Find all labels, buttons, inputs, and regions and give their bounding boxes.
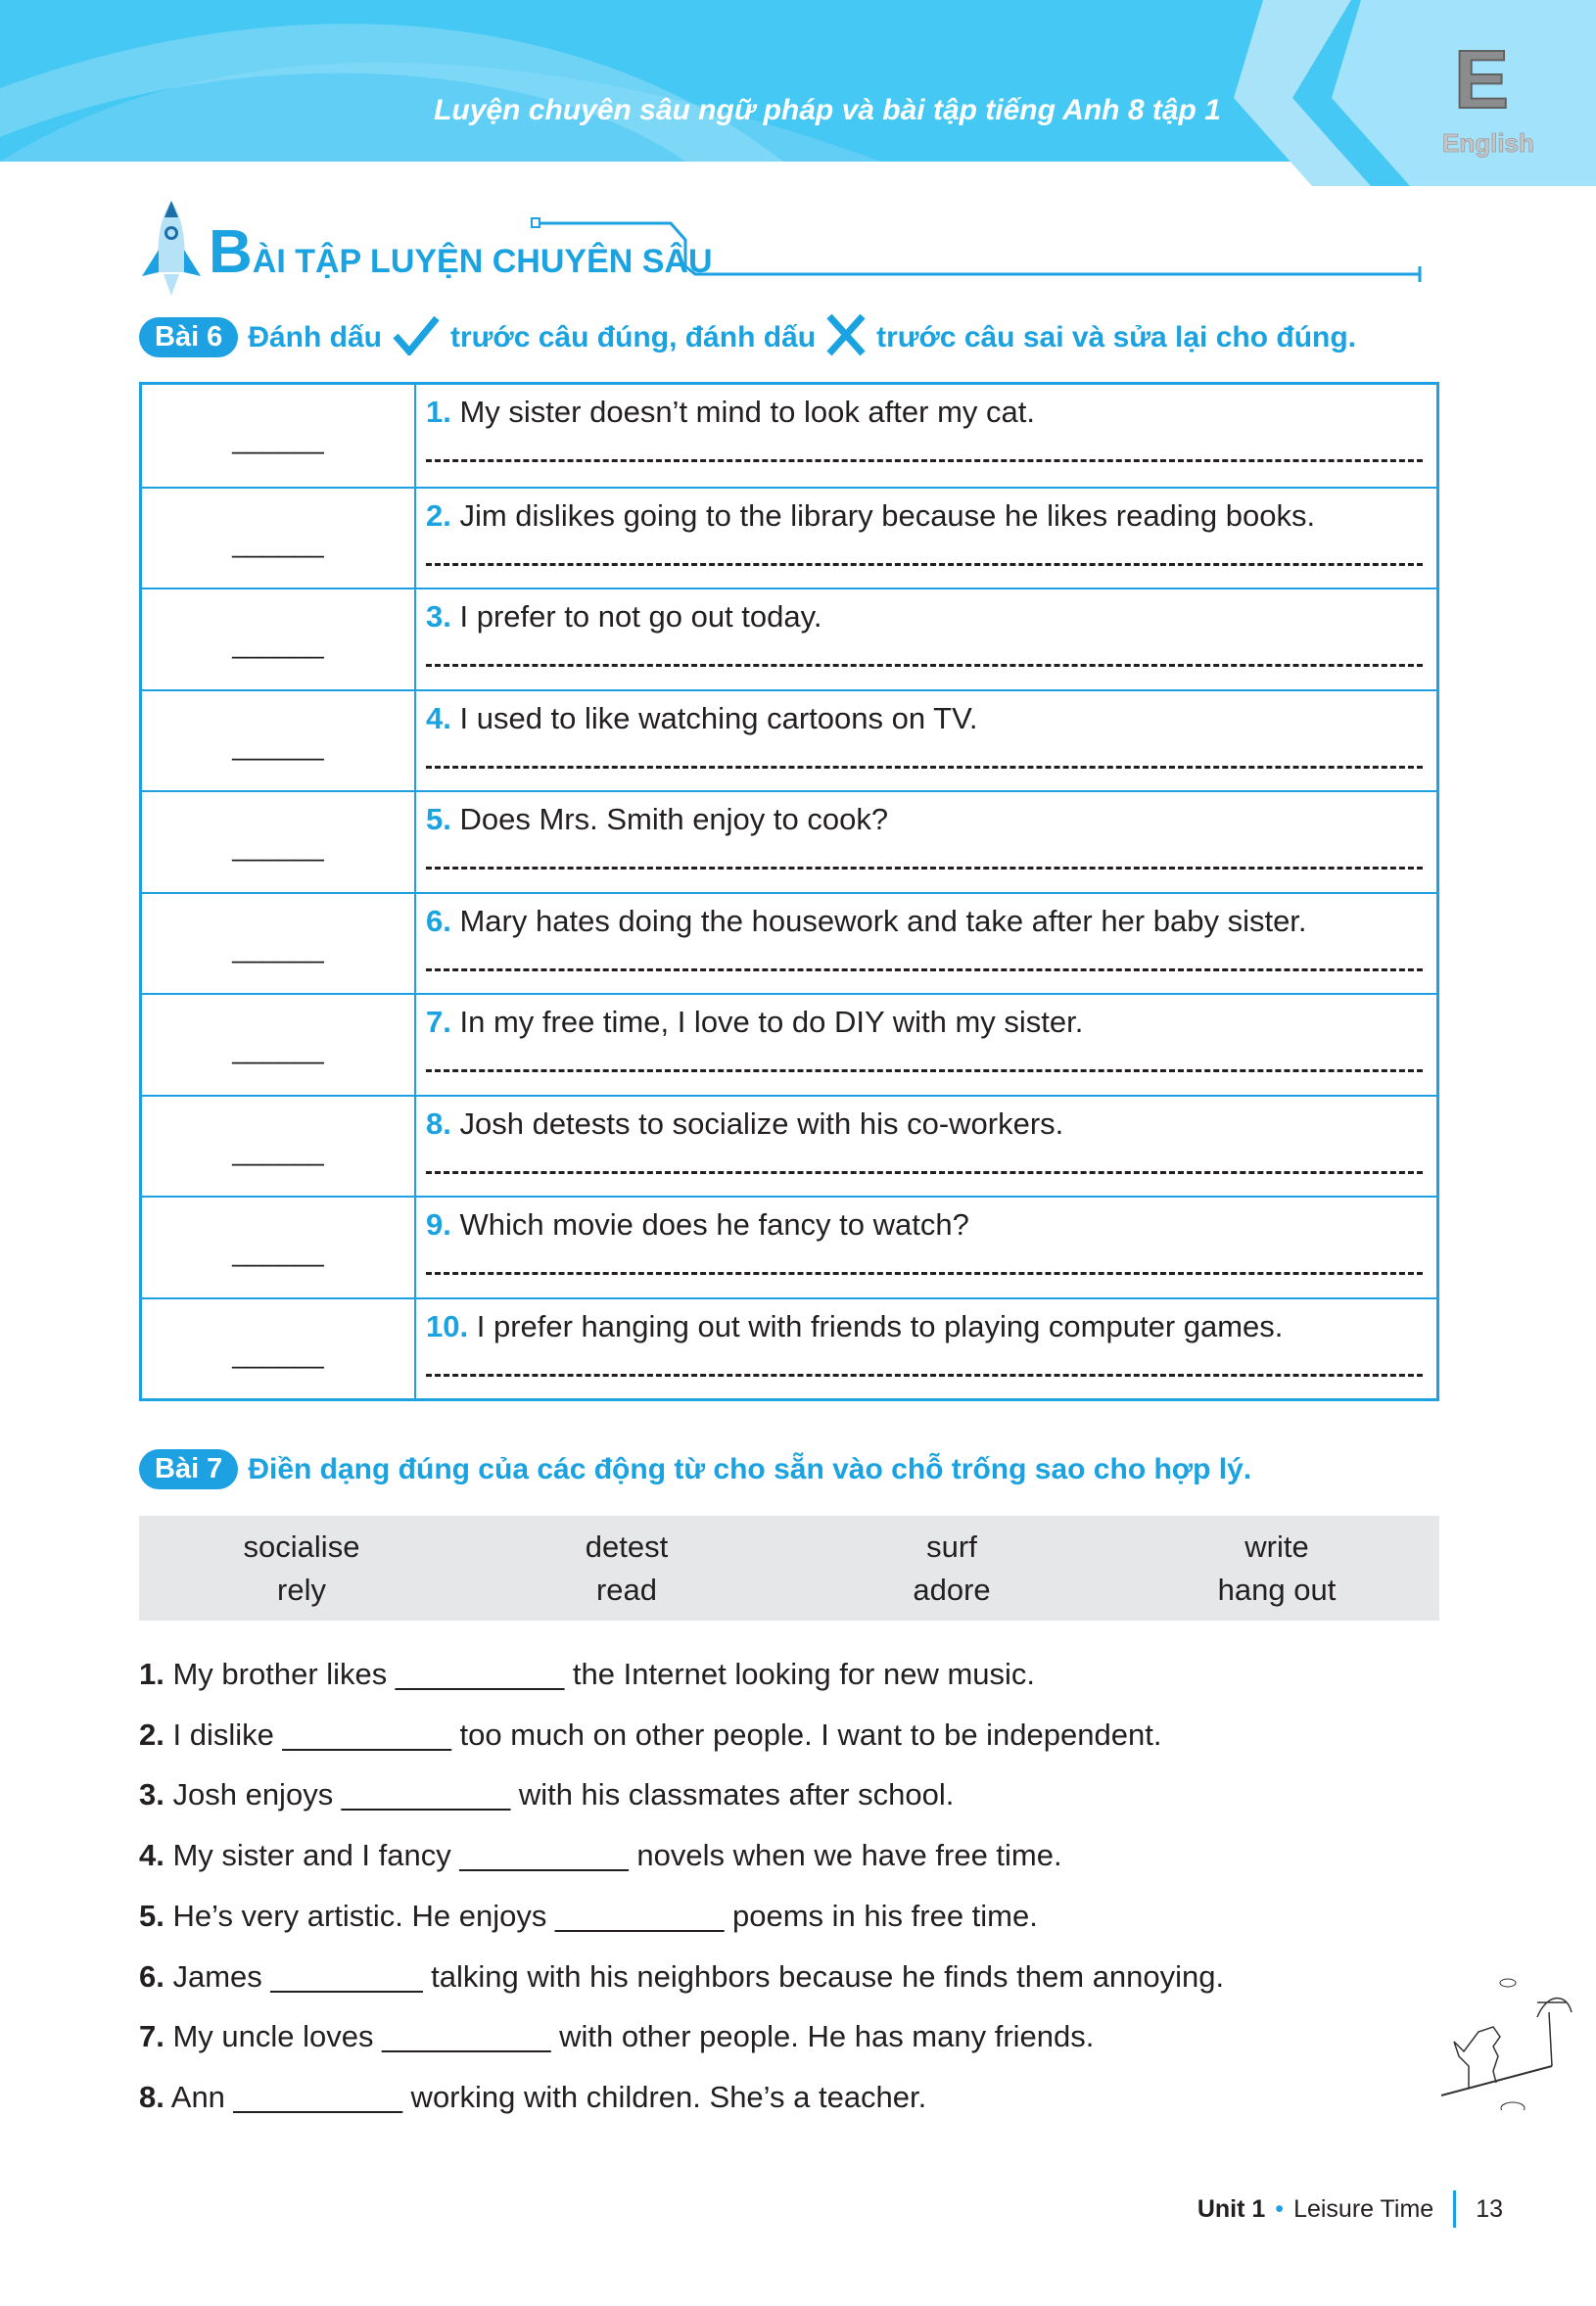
exercise-item <box>139 1959 1224 1995</box>
exercise-item <box>139 2019 1094 2054</box>
section-title: BÀI TẬP LUYỆN CHUYÊN SÂU <box>209 218 713 286</box>
sentence-text: Jim dislikes going to the library because he likes reading books. <box>459 497 1316 533</box>
table-row <box>142 993 1436 1095</box>
logo-word: English <box>1442 128 1534 158</box>
sentence-cell <box>416 385 1436 487</box>
correction-line[interactable] <box>426 459 1423 462</box>
table-row <box>142 689 1436 791</box>
item-number: 1. <box>426 395 451 429</box>
page-footer <box>1197 2190 1503 2228</box>
mark-blank[interactable]: ______ <box>232 729 324 761</box>
mark-cell[interactable] <box>142 385 416 487</box>
item-text: Josh enjoys __________ with his classmates after school. <box>172 1777 955 1812</box>
correction-line[interactable] <box>426 1171 1423 1174</box>
exercise-item <box>139 1777 954 1812</box>
sentence-text: I prefer to not go out today. <box>459 599 822 634</box>
item-number: 8. <box>426 1106 451 1141</box>
mark-blank[interactable]: ______ <box>232 1338 324 1369</box>
header-background <box>0 0 1596 186</box>
exercise-item <box>139 1838 1062 1873</box>
mark-blank[interactable]: ______ <box>232 1135 324 1166</box>
item-number: 3. <box>426 599 451 634</box>
sentence-text: Mary hates doing the housework and take after her baby sister. <box>459 903 1307 938</box>
mark-cell[interactable] <box>142 589 416 689</box>
table-row <box>142 790 1436 892</box>
title-decoration-line <box>529 215 1430 284</box>
item-number: 6. <box>139 1958 164 1994</box>
word-bank-item: detest <box>585 1529 669 1564</box>
sentence-cell <box>416 489 1436 588</box>
sentence-text: My sister doesn’t mind to look after my cat. <box>459 395 1035 429</box>
item-text: My sister and I fancy __________ novels when we have free time. <box>172 1838 1062 1873</box>
sentence-text: Does Mrs. Smith enjoy to cook? <box>459 802 889 836</box>
item-number: 5. <box>139 1898 164 1933</box>
correction-line[interactable] <box>426 1374 1423 1377</box>
exercise-item <box>139 2080 926 2115</box>
item-text: He’s very artistic. He enjoys __________ poems in his free time. <box>172 1898 1038 1933</box>
exercise-6-table <box>139 382 1439 1401</box>
mark-cell[interactable] <box>142 691 416 791</box>
page-header-banner <box>0 0 1596 186</box>
exercise-7-instruction: Bài 7 Điền dạng đúng của các động từ cho sẵn vào chỗ trống sao cho hợp lý. <box>139 1449 1251 1489</box>
exercise-6-badge: Bài 6 <box>139 317 238 357</box>
word-bank-item: socialise <box>243 1529 360 1564</box>
sentence-cell <box>416 792 1436 892</box>
sentence-text: I used to like watching cartoons on TV. <box>459 700 978 735</box>
sentence-text: I prefer hanging out with friends to playing computer games. <box>476 1308 1284 1343</box>
cross-icon <box>825 313 867 361</box>
item-text: James _________ talking with his neighbors because he finds them annoying. <box>172 1958 1225 1994</box>
mark-blank[interactable]: ______ <box>232 629 324 659</box>
sentence-cell <box>416 691 1436 791</box>
item-number: 9. <box>426 1207 451 1242</box>
exercise-7-badge: Bài 7 <box>139 1449 238 1489</box>
mark-cell[interactable] <box>142 1299 416 1399</box>
correction-line[interactable] <box>426 563 1423 566</box>
item-number: 6. <box>426 903 451 938</box>
word-bank-item: surf <box>926 1529 977 1564</box>
sentence-cell <box>416 589 1436 689</box>
item-number: 5. <box>426 802 451 836</box>
correction-line[interactable] <box>426 766 1423 769</box>
mark-blank[interactable]: ______ <box>232 831 324 862</box>
rocket-icon <box>137 196 206 304</box>
footer-topic: Leisure Time <box>1293 2194 1434 2223</box>
sentence-text: Josh detests to socialize with his co-workers. <box>459 1106 1064 1141</box>
word-bank-item: read <box>595 1572 658 1607</box>
item-number: 2. <box>426 497 451 533</box>
mark-blank[interactable]: ______ <box>232 932 324 964</box>
item-text: My uncle loves __________ with other people. He has many friends. <box>172 2019 1095 2054</box>
correction-line[interactable] <box>426 1272 1423 1275</box>
item-text: I dislike __________ too much on other people. I want to be independent. <box>172 1717 1162 1752</box>
item-number: 10. <box>426 1308 469 1343</box>
item-number: 2. <box>139 1717 164 1752</box>
item-text: Ann __________ working with children. She’s a teacher. <box>170 2079 927 2114</box>
mark-cell[interactable] <box>142 489 416 588</box>
checkmark-icon <box>392 314 441 360</box>
table-row <box>142 1095 1436 1197</box>
item-number: 4. <box>139 1838 164 1873</box>
item-number: 7. <box>426 1005 451 1039</box>
mark-blank[interactable]: ______ <box>232 1237 324 1267</box>
table-row <box>142 487 1436 588</box>
exercise-item <box>139 1657 1035 1692</box>
item-number: 1. <box>139 1657 164 1691</box>
footer-unit: Unit 1 <box>1197 2194 1266 2223</box>
table-row <box>142 1196 1436 1297</box>
sentence-cell <box>416 1097 1436 1197</box>
footer-divider <box>1453 2190 1456 2228</box>
mark-blank[interactable]: ______ <box>232 1034 324 1064</box>
english-logo <box>1415 29 1562 176</box>
mark-cell[interactable] <box>142 1198 416 1297</box>
bullet-icon: • <box>1275 2194 1285 2223</box>
mark-cell[interactable] <box>142 792 416 892</box>
sentence-cell <box>416 995 1436 1095</box>
exercise-item <box>139 1899 1038 1934</box>
correction-line[interactable] <box>426 1069 1423 1072</box>
table-row <box>142 385 1436 487</box>
item-number: 7. <box>139 2019 164 2054</box>
exercise-6-instruction: Bài 6 Đánh dấu trước câu đúng, đánh dấu trước câu sai và sửa lại cho đúng. <box>139 313 1356 361</box>
correction-line[interactable] <box>426 968 1423 971</box>
correction-line[interactable] <box>426 867 1423 870</box>
dinosaur-illustration <box>1439 1973 1576 2110</box>
book-title: Luyện chuyên sâu ngữ pháp và bài tập tiếng Anh 8 tập 1 <box>434 94 1221 126</box>
mark-cell[interactable] <box>142 894 416 994</box>
mark-cell[interactable] <box>142 995 416 1095</box>
word-bank-item: adore <box>913 1572 991 1607</box>
mark-cell[interactable] <box>142 1097 416 1197</box>
table-row <box>142 892 1436 994</box>
mark-blank[interactable]: ______ <box>232 527 324 558</box>
sentence-text: In my free time, I love to do DIY with my sister. <box>459 1005 1084 1039</box>
word-bank-item: hang out <box>1217 1572 1337 1607</box>
item-number: 4. <box>426 700 451 735</box>
page-number: 13 <box>1476 2194 1503 2223</box>
word-bank <box>139 1516 1439 1621</box>
table-row <box>142 588 1436 689</box>
table-row <box>142 1297 1436 1399</box>
logo-letter: E <box>1454 33 1510 125</box>
word-bank-item: write <box>1244 1529 1309 1564</box>
word-bank-item: rely <box>277 1572 326 1607</box>
item-number: 3. <box>139 1777 164 1812</box>
mark-blank[interactable]: ______ <box>232 424 324 454</box>
item-text: My brother likes __________ the Internet looking for new music. <box>172 1657 1036 1691</box>
item-number: 8. <box>139 2079 164 2114</box>
sentence-text: Which movie does he fancy to watch? <box>459 1207 969 1242</box>
sentence-cell <box>416 894 1436 994</box>
sentence-cell <box>416 1198 1436 1297</box>
exercise-item <box>139 1718 1161 1753</box>
correction-line[interactable] <box>426 664 1423 667</box>
sentence-cell <box>416 1299 1436 1399</box>
